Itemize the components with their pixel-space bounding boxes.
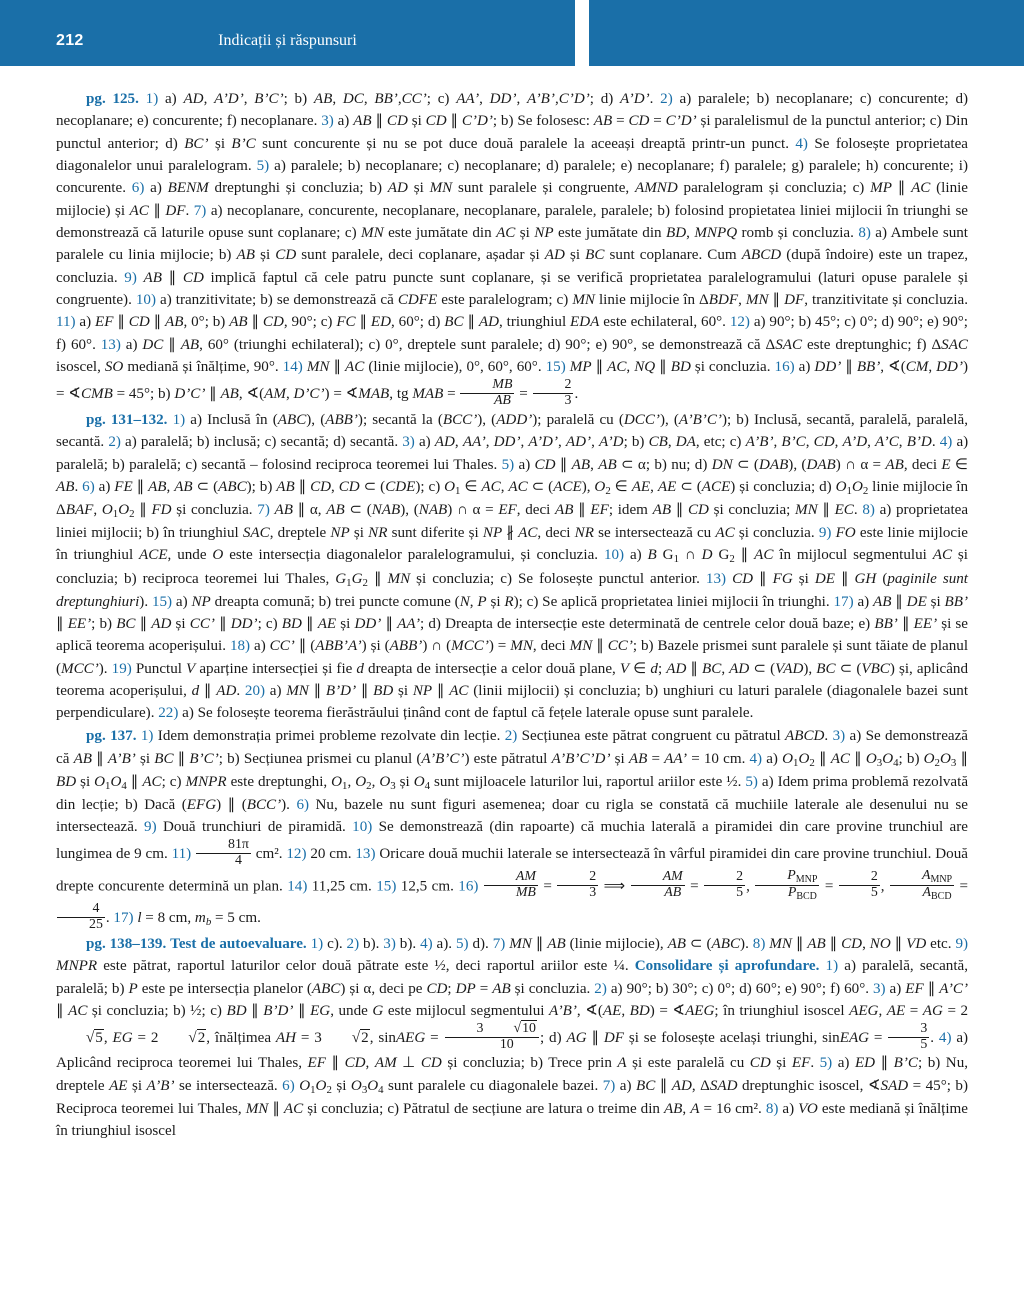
section-pg125: pg. 125. 1) a) AD, A’D’, B’C’; b) AB, DC, BB’,CC’; c) AA’, DD’, A’B’,C’D’; d) A’D’. 2) a) paralele; b) necoplanare; c) concurente; d) necoplanare; e) concurente; f) necoplanare. 3) a) AB ∥ CD și CD ∥ C’D’; b) Se folosesc: AB = CD = C’D’ și paralelismul de la punctul anterior; c) Din punctul anterior; d) BC’ și B’C sunt concurente și nu se pot duce două paralele la aceeași dreaptă printr-un punct. 4) Se folosește proprietatea diagonalelor unui paralelogram. 5) a) paralele; b) necoplanare; c) necoplanare; d) paralele; e) necoplanare; f) paralele; g) paralele; h) concurente; i) concurente. 6) a) BENM dreptunghi și concluzia; b) AD și MN sunt paralele și congruente, AMND paralelogram și concluzia; c) MP ∥ AC (linie mijlocie) și AC ∥ DF. 7) a) necoplanare, concurente, necoplanare, necoplanare, paralele, paralele; b) folosind propietatea liniei mijlocii în triunghi se demonstrează că laturile opuse sunt coplanare; c) MN este jumătate din AC și NP este jumătate din BD, MNPQ romb și concluzia. 8) a) Ambele sunt paralele cu linia mijlocie; b) AB și CD sunt paralele, deci coplanare, așadar și AD și BC sunt coplanare. Cum ABCD (după îndoire) este un trapez, concluzia. 9) AB ∥ CD implică faptul că cele patru puncte sunt coplanare, și se verifică proprietatea paralelogramului (laturi opuse paralele și congruente). 10) a) tranzitivitate; b) se demonstrează că CDFE este paralelogram; c) MN linie mijlocie în ΔBDF, MN ∥ DF, tranzitivitate și concluzia. 11) a) EF ∥ CD ∥ AB, 0°; b) AB ∥ CD, 90°; c) FC ∥ ED, 60°; d) BC ∥ AD, triunghiul EDA este echilateral, 60°. 12) a) 90°; b) 45°; c) 0°; d) 90°; e) 90°; f) 60°. 13) a) DC ∥ AB, 60° (triunghi echilateral); c) 0°, dreptele sunt paralele; d) 90°; e) 90°, se demonstrează că ΔSAC este dreptunghic; f) ΔSAC isoscel, SO mediană și înălțime, 90°. 14) MN ∥ AC (linie mijlocie), 0°, 60°, 60°. 15) MP ∥ AC, NQ ∥ BD și concluzia. 16) a) DD’ ∥ BB’, ∢(CM, DD’) = ∢CMB = 45°; b) D’C’ ∥ AB, ∢(AM, D’C’) = ∢MAB, tg MAB = $\frac{MB}{AB}$ = $\frac{2}{3}$ . [56, 91, 969, 408]
page-number: 212 [56, 32, 84, 49]
answers-content [56, 88, 968, 1143]
section-pg138: pg. 138–139. Test de autoevaluare. 1) c). 2) b). 3) b). 4) a). 5) d). 7) MN ∥ AB (linie mijlocie), AB ⊂ (ABC). 8) MN ∥ AB ∥ CD, NO ∥ VD etc. 9) MNPR este pătrat, raportul laturilor celor două pătrate este ½, deci raportul ariilor este ¼. Consolidare și aprofundare. 1) a) paralelă, secantă, paralelă; b) P este pe intersecția planelor (ABC) și α, deci pe CD; DP = AB și concluzia. 2) a) 90°; b) 30°; c) 0°; d) 60°; e) 90°; f) 60°. 3) a) EF ∥ A’C’ ∥ AC și concluzia; b) ½; c) BD ∥ B’D’ ∥ EG, unde G este mijlocul segmentului A’B’, ∢(AE, BD) = ∢AEG; în triunghiul isoscel AEG, AE = AG = 2√5, EG = 2 √2, înălțimea AH = 3 √2, sinAEG = $\frac{3 √10}{10}$ ; d) AG ∥ DF și se folosește același triunghi, sinEAG = $\frac{3}{5}$ . 4) a) Aplicând reciproca teoremei lui Thales, EF ∥ CD, AM ⊥ CD și concluzia; b) Trece prin A și este paralelă cu CD și EF. 5) a) ED ∥ B’C; b) Nu, dreptele AE și A’B’ se intersectează. 6) $O_1O_2$ și $O_3O_4$ sunt paralele cu diagonalele bazei. 7) a) BC ∥ AD, ΔSAD dreptunghic isoscel, ∢SAD = 45°; b) Reciproca teoremei lui Thales, MN ∥ AC și concluzia; c) Pătratul de secțiune are latura o treime din AB, A = 16 cm². 8) a) VO este mediană și înălțime în triunghiul isoscel [56, 935, 969, 1140]
header-band-right [589, 0, 1024, 66]
section-label-pg131: pg. 131–132. [86, 411, 168, 428]
section-bold-tail-pg138: Consolidare și aprofundare. [634, 958, 820, 975]
section-pg131: pg. 131–132. 1) a) Inclusă în (ABC), (ABB’); secantă la (BCC’), (ADD’); paralelă cu (DCC’), (A’B’C’); b) Inclusă, secantă, paralelă, paralelă, secantă. 2) a) paralelă; b) inclusă; c) secantă; d) secantă. 3) a) AD, AA’, DD’, A’D’, AD’, A’D; b) CB, DA, etc; c) A’B’, B’C, CD, A’D, A’C, B’D. 4) a) paralelă; b) paralelă; c) secantă – folosind reciproca teoremei lui Thales. 5) a) CD ∥ AB, AB ⊂ α; b) nu; d) DN ⊂ (DAB), (DAB) ∩ α = AB, deci E ∈ AB. 6) a) FE ∥ AB, AB ⊂ (ABC); b) AB ∥ CD, CD ⊂ (CDE); c) $O_1$ ∈ AC, AC ⊂ (ACE), $O_2$ ∈ AE, AE ⊂ (ACE) și concluzia; d) $O_1O_2$ linie mijlocie în ΔBAF, $O_1O_2$ ∥ FD și concluzia. 7) AB ∥ α, AB ⊂ (NAB), (NAB) ∩ α = EF, deci AB ∥ EF; idem AB ∥ CD și concluzia; MN ∥ EC. 8) a) proprietatea liniei mijlocii; b) în triunghiul SAC, dreptele NP și NR sunt diferite și NP ∦ AC, deci NR se intersectează cu AC și concluzia. 9) FO este linie mijlocie în triunghiul ACE, unde O este intersecția diagonalelor paralelogramului, și concluzia. 10) a) B $G_1$ ∩ D $G_2$ ∥ AC în mijlocul segmentului AC și concluzia; b) reciproca teoremei lui Thales, $G_1G_2$ ∥ MN și concluzia; c) Se folosește punctul anterior. 13) CD ∥ FG și DE ∥ GH (paginile sunt dreptunghiuri). 15) a) NP dreapta comună; b) trei puncte comune (N, P și R); c) Se aplică proprietatea liniei mijlocii în triunghi. 17) a) AB ∥ DE și BB’ ∥ EE’; b) BC ∥ AD și CC’ ∥ DD’; c) BD ∥ AE și DD’ ∥ AA’; d) Dreapta de intersecție este determinată de centrele celor două baze; e) BB’ ∥ EE’ și se aplică teorema acoperișului. 18) a) CC’ ∥ (ABB’A’) și (ABB’) ∩ (MCC’) = MN, deci MN ∥ CC’; b) Bazele prismei sunt paralele și sunt tăiate de planul (MCC’). 19) Punctul V aparține intersecției și fie d dreapta de intersecție a celor două plane, V ∈ d; AD ∥ BC, AD ⊂ (VAD), BC ⊂ (VBC) și, aplicând teorema acoperișului, d ∥ AD. 20) a) MN ∥ B’D’ ∥ BD și NP ∥ AC (linii mijlocii) și concluzia; b) unghiuri cu laturi paralele (diagonalele bazei sunt perpendiculare). 22) a) Se folosește teorema fierăstrăului ținând cont de faptul că fețele laterale opuse sunt paralele. [56, 411, 969, 722]
section-sublabel-pg138: Test de autoevaluare. [170, 935, 307, 952]
section-label-pg138: pg. 138–139. [86, 935, 167, 952]
section-pg137: pg. 137. 1) Idem demonstrația primei probleme rezolvate din lecție. 2) Secțiunea este pătrat congruent cu pătratul ABCD. 3) a) Se demonstrează că AB ∥ A’B’ și BC ∥ B’C’; b) Secțiunea prismei cu planul (A’B’C’) este pătratul A’B’C’D’ și AB = AA’ = 10 cm. 4) a) $O_1O_2$ ∥ AC ∥ $O_3O_4$; b) $O_2O_3$ ∥ BD și $O_1O_4$ ∥ AC; c) MNPR este dreptunghi, $O_1$, $O_2$, $O_3$ și $O_4$ sunt mijloacele laturilor lui, raportul ariilor este ½. 5) a) Idem prima problemă rezolvată din lecție; b) Dacă (EFG) ∥ (BCC’). 6) Nu, bazele nu sunt figuri asemenea; doar cu rigla se constată că muchiile laterale ale desenului nu se intersectează. 9) Două trunchiuri de piramidă. 10) Se demonstrează (din rapoarte) că muchia laterală a piramidei din care provine trunchiul are lungimea de 9 cm. 11) $\frac{81\pi}{4}$ cm². 12) 20 cm. 13) Oricare două muchii laterale se intersectează în vârful piramidei din care provine trunchiul. Două drepte concurente determină un plan. 14) 11,25 cm. 15) 12,5 cm. 16) $\frac{AM}{MB}$ = $\frac{2}{3}$ ⟹ $\frac{AM}{AB}$ = $\frac{2}{5}$ , $\frac{P_{MNP}}{P_{BCD}}$ = $\frac{2}{5}$ , $\frac{A_{MNP}}{A_{BCD}}$ = $\frac{4}{25}$ . 17) l = 8 cm, $m_b = 5$ cm. [56, 728, 969, 932]
page-header [0, 0, 1024, 66]
section-label-pg137: pg. 137. [86, 728, 137, 745]
header-band-gap [575, 0, 589, 66]
header-title: Indicații și răspunsuri [218, 32, 357, 49]
section-label-pg125: pg. 125. [86, 91, 139, 107]
